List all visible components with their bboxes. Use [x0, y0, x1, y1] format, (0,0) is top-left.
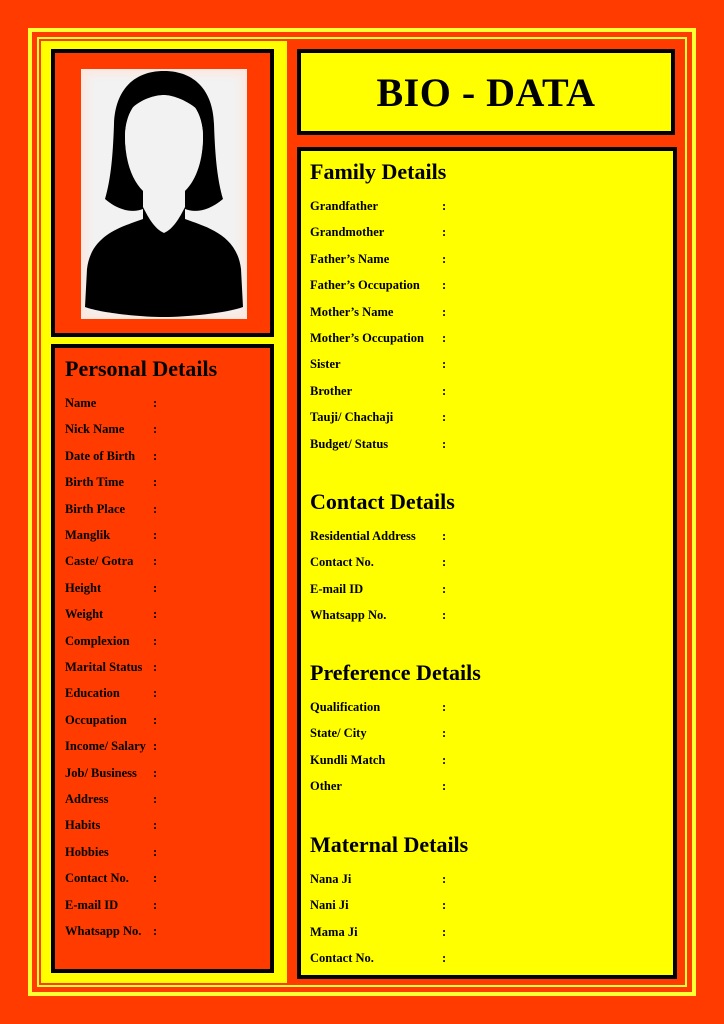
- personal-field-separator: :: [153, 871, 158, 886]
- personal-field-row: [65, 684, 265, 702]
- personal-field-separator: :: [153, 924, 158, 938]
- personal-field-label: E-mail ID: [65, 897, 119, 912]
- family-details-heading: Family Details: [310, 159, 447, 184]
- family-field-row: [310, 408, 510, 426]
- maternal-field-row: [310, 923, 510, 941]
- personal-field-label: Weight: [65, 607, 104, 622]
- personal-field-row: [65, 737, 265, 755]
- title-banner: [297, 49, 675, 135]
- personal-field-row: [65, 869, 265, 887]
- contact-field-row: [310, 527, 510, 545]
- family-field-separator: :: [442, 436, 447, 451]
- preference-field-label: Kundli Match: [310, 752, 386, 767]
- family-field-label: Mother’s Occupation: [310, 331, 424, 345]
- preference-details-heading: Preference Details: [310, 660, 481, 685]
- personal-field-row: [65, 922, 265, 940]
- photo-frame: [51, 49, 274, 337]
- maternal-field-separator: :: [442, 872, 447, 886]
- preference-field-label: Qualification: [310, 700, 381, 714]
- maternal-field-row: [310, 949, 510, 967]
- personal-field-separator: :: [153, 660, 158, 674]
- personal-field-label: Date of Birth: [65, 448, 136, 463]
- family-field-row: [310, 382, 510, 400]
- personal-field-separator: :: [153, 580, 158, 595]
- maternal-details-heading: Maternal Details: [310, 832, 469, 857]
- personal-field-separator: :: [153, 607, 158, 622]
- contact-field-row: [310, 580, 510, 598]
- personal-field-row: [65, 896, 265, 914]
- preference-field-separator: :: [442, 779, 447, 794]
- personal-field-row: [65, 764, 265, 782]
- personal-field-separator: :: [153, 528, 158, 542]
- personal-field-label: Nick Name: [65, 422, 125, 437]
- contact-field-row: [310, 606, 510, 624]
- personal-field-row: [65, 552, 265, 570]
- maternal-field-separator: :: [442, 951, 447, 966]
- personal-field-row: [65, 447, 265, 465]
- personal-details-heading: Personal Details: [65, 356, 218, 381]
- family-field-separator: :: [442, 410, 447, 425]
- personal-field-separator: :: [153, 448, 158, 463]
- personal-field-row: [65, 526, 265, 544]
- personal-field-separator: :: [153, 633, 158, 648]
- family-field-label: Father’s Name: [310, 251, 390, 266]
- personal-field-label: Manglik: [65, 528, 111, 542]
- personal-field-separator: :: [153, 554, 158, 569]
- personal-field-row: [65, 579, 265, 597]
- family-field-row: [310, 223, 510, 241]
- personal-field-separator: :: [153, 818, 158, 833]
- contact-details-heading: Contact Details: [310, 489, 455, 514]
- personal-field-label: Marital Status: [65, 660, 143, 674]
- family-field-row: [310, 435, 510, 453]
- preference-field-label: State/ City: [310, 726, 367, 741]
- contact-field-separator: :: [442, 608, 447, 623]
- personal-field-label: Habits: [65, 818, 101, 833]
- family-field-separator: :: [442, 251, 447, 266]
- personal-field-label: Complexion: [65, 633, 130, 648]
- contact-field-label: Residential Address: [310, 529, 416, 543]
- personal-field-label: Education: [65, 686, 120, 701]
- family-field-row: [310, 276, 510, 294]
- maternal-field-row: [310, 896, 510, 914]
- personal-field-separator: :: [153, 712, 158, 727]
- family-field-label: Mother’s Name: [310, 304, 394, 319]
- contact-field-separator: :: [442, 555, 447, 570]
- contact-field-separator: :: [442, 581, 447, 596]
- personal-field-separator: :: [153, 422, 158, 437]
- personal-field-separator: :: [153, 686, 158, 701]
- family-field-row: [310, 329, 510, 347]
- female-avatar-icon: [81, 69, 247, 319]
- personal-field-row: [65, 500, 265, 518]
- personal-field-row: [65, 605, 265, 623]
- preference-field-row: [310, 698, 510, 716]
- personal-field-row: [65, 420, 265, 438]
- family-field-row: [310, 355, 510, 373]
- personal-field-label: Address: [65, 792, 109, 806]
- maternal-field-label: Mama Ji: [310, 924, 358, 939]
- personal-field-label: Occupation: [65, 712, 127, 727]
- family-field-label: Brother: [310, 383, 353, 398]
- personal-field-separator: :: [153, 739, 158, 754]
- personal-field-separator: :: [153, 765, 158, 780]
- personal-field-row: [65, 843, 265, 861]
- personal-field-separator: :: [153, 897, 158, 912]
- photo-placeholder: [81, 69, 247, 319]
- page-title: BIO - DATA: [376, 69, 596, 115]
- preference-field-separator: :: [442, 726, 447, 741]
- personal-field-label: Contact No.: [65, 871, 129, 886]
- contact-field-label: Whatsapp No.: [310, 608, 387, 623]
- personal-field-separator: :: [153, 475, 158, 490]
- personal-field-row: [65, 711, 265, 729]
- personal-field-separator: :: [153, 844, 158, 859]
- maternal-field-row: [310, 870, 510, 888]
- maternal-field-separator: :: [442, 898, 447, 913]
- personal-details-panel: [51, 344, 274, 973]
- preference-field-row: [310, 724, 510, 742]
- family-field-label: Grandfather: [310, 199, 379, 213]
- contact-field-separator: :: [442, 529, 447, 543]
- maternal-field-label: Nani Ji: [310, 898, 349, 913]
- family-field-separator: :: [442, 278, 447, 293]
- family-field-label: Grandmother: [310, 225, 385, 240]
- maternal-field-label: Nana Ji: [310, 872, 352, 886]
- family-field-separator: :: [442, 304, 447, 319]
- family-field-separator: :: [442, 199, 447, 213]
- personal-field-label: Name: [65, 396, 97, 410]
- family-field-separator: :: [442, 383, 447, 398]
- personal-field-separator: :: [153, 396, 158, 410]
- personal-field-row: [65, 394, 265, 412]
- contact-field-row: [310, 553, 510, 571]
- preference-field-row: [310, 777, 510, 795]
- family-field-separator: :: [442, 225, 447, 240]
- family-field-label: Tauji/ Chachaji: [310, 410, 394, 425]
- personal-field-row: [65, 790, 265, 808]
- personal-field-label: Height: [65, 580, 102, 595]
- personal-field-label: Caste/ Gotra: [65, 554, 134, 569]
- personal-field-row: [65, 816, 265, 834]
- details-panel: [297, 147, 677, 979]
- personal-field-separator: :: [153, 792, 158, 806]
- family-field-row: [310, 303, 510, 321]
- personal-field-label: Birth Time: [65, 475, 124, 490]
- preference-field-row: [310, 751, 510, 769]
- family-field-label: Father’s Occupation: [310, 278, 420, 293]
- maternal-field-separator: :: [442, 924, 447, 939]
- contact-field-label: E-mail ID: [310, 581, 364, 596]
- maternal-field-label: Contact No.: [310, 951, 374, 966]
- family-field-row: [310, 250, 510, 268]
- family-field-label: Budget/ Status: [310, 436, 389, 451]
- personal-field-label: Whatsapp No.: [65, 924, 142, 938]
- personal-field-row: [65, 632, 265, 650]
- personal-field-label: Birth Place: [65, 501, 126, 516]
- contact-field-label: Contact No.: [310, 555, 374, 570]
- family-field-label: Sister: [310, 357, 341, 372]
- personal-field-row: [65, 473, 265, 491]
- personal-field-separator: :: [153, 501, 158, 516]
- personal-field-label: Income/ Salary: [65, 739, 146, 754]
- personal-field-label: Hobbies: [65, 844, 109, 859]
- preference-field-label: Other: [310, 779, 342, 794]
- family-field-separator: :: [442, 331, 447, 345]
- family-field-separator: :: [442, 357, 447, 372]
- personal-field-row: [65, 658, 265, 676]
- preference-field-separator: :: [442, 752, 447, 767]
- preference-field-separator: :: [442, 700, 447, 714]
- personal-field-label: Job/ Business: [65, 765, 137, 780]
- family-field-row: [310, 197, 510, 215]
